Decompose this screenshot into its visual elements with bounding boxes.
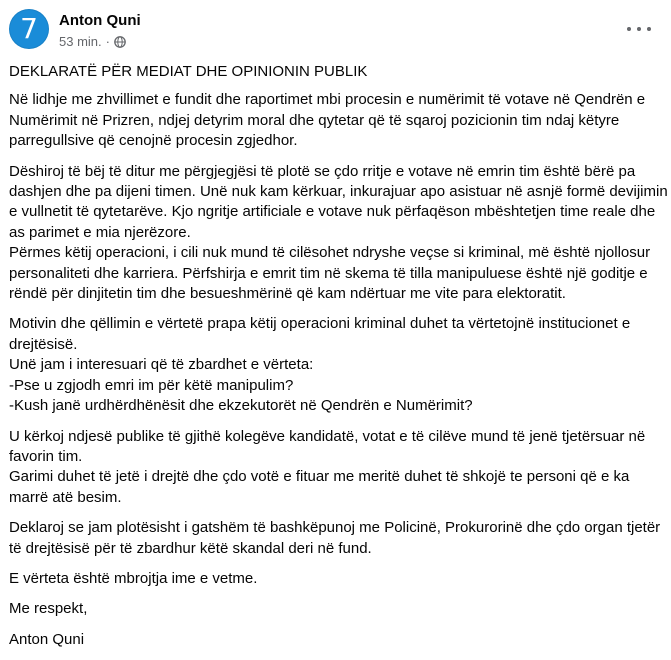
- text-line: Motivin dhe qëllimin e vërtetë prapa këtij operacioni kriminal duhet ta vërtetojnë institucionet e: [9, 315, 631, 333]
- post-title: [9, 62, 661, 82]
- paragraph-1: [9, 90, 661, 151]
- text-line: marrë atë besim.: [9, 488, 122, 506]
- text-line: Unë jam i interesuari që të zbardhet e vërteta:: [9, 356, 314, 374]
- text-line: Në lidhje me zhvillimet e fundit dhe raportimet mbi procesin e numërimit të votave në Qendrën e: [9, 91, 646, 109]
- post-header: [9, 9, 671, 55]
- post-text: [9, 62, 668, 660]
- author-name[interactable]: Anton Quni: [59, 12, 141, 29]
- text-line: Numërimit në Prizren, ndjej detyrim moral dhe qytetar që të sqaroj pozicionin tim ndaj këtyre: [9, 111, 620, 129]
- text-line: E vërteta është mbrojtja ime e vetme.: [9, 569, 258, 587]
- text-line: drejtësisë.: [9, 335, 78, 353]
- text-line: as parimet e mia njerëzore.: [9, 223, 191, 241]
- text-line: Dëshiroj të bëj të ditur me përgjegjësi të plotë se çdo rritje e votave në emrin tim është bërë pa: [9, 162, 636, 180]
- meta-separator: ·: [105, 34, 110, 49]
- paragraph-5: [9, 518, 661, 559]
- text-line: dashjen dhe pa dijeni timen. Unë nuk kam kërkuar, inkurajuar apo asistuar në asnjë formë devijimin: [9, 183, 668, 201]
- text-line: favorin tim.: [9, 447, 83, 465]
- paragraph-4: [9, 427, 661, 509]
- more-dot: [647, 27, 651, 31]
- text-line: Përmes këtij operacioni, i cili nuk mund të cilësohet ndryshe veçse si kriminal, më është njollosur: [9, 244, 651, 262]
- text-line: DEKLARATË PËR MEDIAT DHE OPINIONIN PUBLIK: [9, 63, 368, 80]
- avatar-digit: 7: [20, 11, 38, 45]
- text-line: -Kush janë urdhërdhënësit dhe ekzekutorët në Qendrën e Numërimit?: [9, 397, 473, 415]
- text-line: U kërkoj ndjesë publike të gjithë kolegëve kandidatë, votat e të cilëve mund të jenë tjetërsuar në: [9, 427, 646, 445]
- more-dot: [637, 27, 641, 31]
- text-line: e vullnetit të qytetarëve. Kjo ngritje artificiale e votave nuk përfaqëson mbështetjen time reale dhe: [9, 203, 656, 221]
- text-line: Deklaroj se jam plotësisht i gatshëm të bashkëpunoj me Policinë, Prokurorinë dhe çdo organ tjetër: [9, 519, 661, 537]
- paragraph-6: [9, 569, 661, 589]
- paragraph-3: [9, 314, 661, 416]
- more-options-icon[interactable]: [627, 21, 651, 37]
- more-dot: [627, 27, 631, 31]
- text-line: parregullsive që cenojnë procesin zgjedhor.: [9, 132, 298, 150]
- paragraph-7: [9, 599, 661, 619]
- paragraph-2: [9, 162, 668, 305]
- signature: [9, 630, 661, 650]
- text-line: rëndë për dinjitetin tim dhe besueshmërinë që kam ndërtuar me vite para elektoratit.: [9, 285, 566, 303]
- text-line: të drejtësisë për të zbardhur këtë skandal deri në fund.: [9, 539, 372, 557]
- globe-icon[interactable]: [114, 36, 126, 48]
- text-line: Anton Quni: [9, 630, 85, 648]
- post-time[interactable]: 53 min.: [59, 34, 102, 49]
- text-line: personaliteti dhe karriera. Përfshirja e emrit tim në skema të tilla manipuluese është një goditje e: [9, 264, 648, 282]
- text-line: Garimi duhet të jetë i drejtë dhe çdo votë e fituar me meritë duhet të shkojë te personi që e ka: [9, 468, 630, 486]
- text-line: -Pse u zgjodh emri im për këtë manipulim?: [9, 376, 294, 394]
- avatar[interactable]: [9, 9, 49, 49]
- post-meta: [59, 34, 126, 49]
- text-line: Me respekt,: [9, 600, 88, 618]
